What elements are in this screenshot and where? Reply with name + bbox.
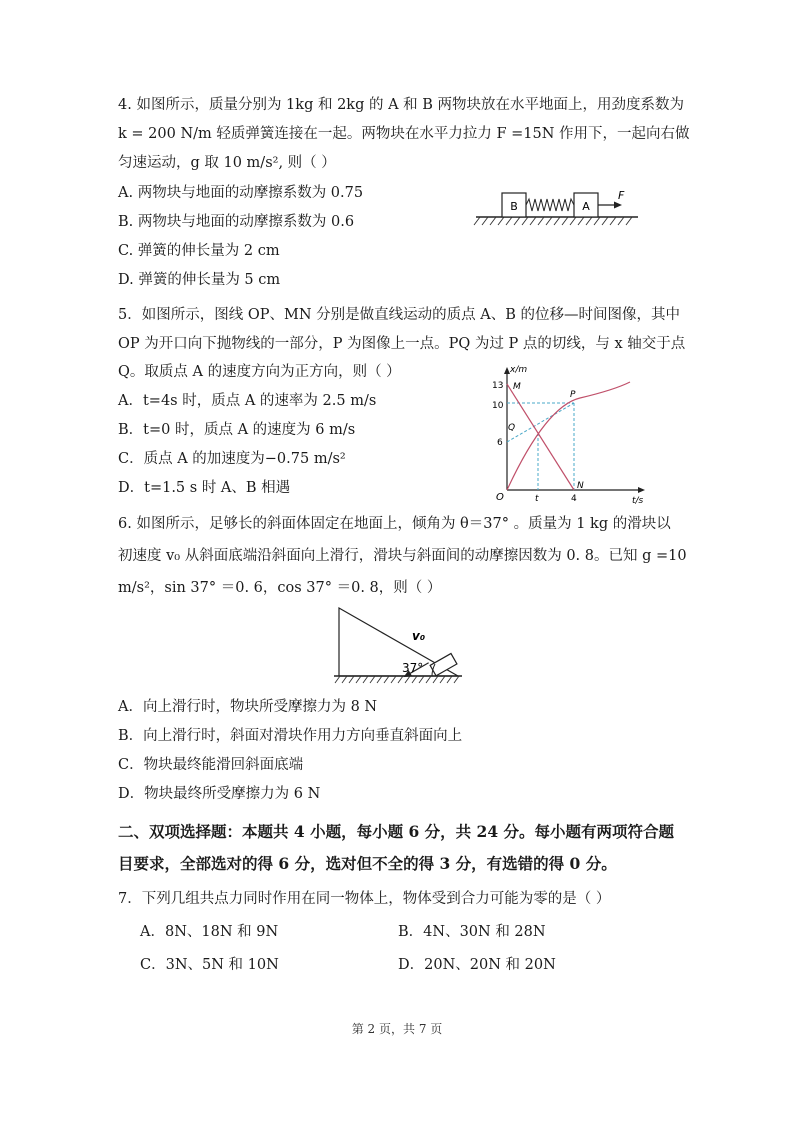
curve-op [507,382,630,490]
force-arrow-head [614,202,622,209]
q4-stem-line-2: k = 200 N/m 轻质弹簧连接在一起。两物块在水平力拉力 F =15N 作用下，一起向右做 [118,126,690,142]
q7-option-c: C．3N、5N 和 10N [140,957,279,973]
page-footer: 第 2 页，共 7 页 [351,1022,443,1036]
q7-stem: 7．下列几组共点力同时作用在同一物体上，物体受到合力可能为零的是（ ） [118,891,611,907]
graph-ytick-6: 6 [497,438,503,448]
q6-option-d: D．物块最终所受摩擦力为 6 N [118,786,321,802]
q7-option-a: A．8N、18N 和 9N [140,924,279,940]
q4-option-a: A. 两物块与地面的动摩擦系数为 0.75 [118,185,364,201]
q5-xt-graph [480,362,650,504]
q5-option-a: A．t=4s 时，质点 A 的速率为 2.5 m/s [118,393,377,409]
graph-ytick-10: 10 [492,401,504,411]
q6-option-c: C．物块最终能滑回斜面底端 [118,757,304,773]
block-a-label: A [582,200,590,213]
q5-option-b: B．t=0 时，质点 A 的速度为 6 m/s [118,422,356,438]
velocity-label: v₀ [412,629,426,643]
angle-label: 37° [402,661,424,675]
force-label: F [618,189,625,202]
q4-option-d: D. 弹簧的伸长量为 5 cm [118,272,281,288]
spring [526,199,574,211]
q5-stem-line-2: OP 为开口向下抛物线的一部分，P 为图像上一点。PQ 为过 P 点的切线，与 x 轴交于点 [118,336,686,352]
q6-option-b: B．向上滑行时，斜面对滑块作用力方向垂直斜面向上 [118,728,463,744]
section2-heading-line-1: 二、双项选择题：本题共 4 小题，每小题 6 分，共 24 分。每小题有两项符合题 [118,822,675,841]
q4-spring-figure [476,185,646,230]
label-n: N [577,481,584,491]
q7-option-b: B．4N、30N 和 28N [398,924,546,940]
line-mn [507,384,574,490]
q6-stem-line-3: m/s²，sin 37° ＝0. 6，cos 37° ＝0. 8，则（ ） [118,580,442,596]
q5-stem-line-3: Q。取质点 A 的速度方向为正方向，则（ ） [118,364,401,380]
label-p: P [570,390,576,400]
graph-xtick-4: 4 [571,494,577,504]
label-q: Q [508,423,516,433]
q4-stem-line-3: 匀速运动，g 取 10 m/s², 则（ ） [118,155,336,171]
block-b-label: B [510,200,518,213]
q6-option-a: A．向上滑行时，物块所受摩擦力为 8 N [118,699,378,715]
q6-stem-line-1: 6. 如图所示，足够长的斜面体固定在地面上，倾角为 θ＝37° 。质量为 1 kg 的滑块以 [118,516,671,532]
graph-y-label: x/m [510,365,528,375]
q4-stem-line-1: 4. 如图所示，质量分别为 1kg 和 2kg 的 A 和 B 两物块放在水平地面上，用劲度系数为 [118,97,685,113]
q6-incline-figure [334,606,464,686]
q4-option-b: B. 两物块与地面的动摩擦系数为 0.6 [118,214,355,230]
graph-xtick-t: t [535,494,539,504]
label-m: M [513,382,521,392]
q5-stem-line-1: 5．如图所示，图线 OP、MN 分别是做直线运动的质点 A、B 的位移—时间图像，其中 [118,307,680,323]
graph-x-label: t/s [632,496,644,506]
graph-origin: O [496,492,504,503]
q5-option-c: C．质点 A 的加速度为−0.75 m/s² [118,451,346,467]
q4-option-c: C. 弹簧的伸长量为 2 cm [118,243,280,259]
section2-heading-line-2: 目要求，全部选对的得 6 分，选对但不全的得 3 分，有选错的得 0 分。 [118,854,617,873]
q6-stem-line-2: 初速度 v₀ 从斜面底端沿斜面向上滑行，滑块与斜面间的动摩擦因数为 0. 8。已知 g =10 [118,548,687,564]
q5-option-d: D．t=1.5 s 时 A、B 相遇 [118,480,291,496]
graph-ytick-13: 13 [492,381,504,391]
q7-option-d: D．20N、20N 和 20N [398,957,556,973]
